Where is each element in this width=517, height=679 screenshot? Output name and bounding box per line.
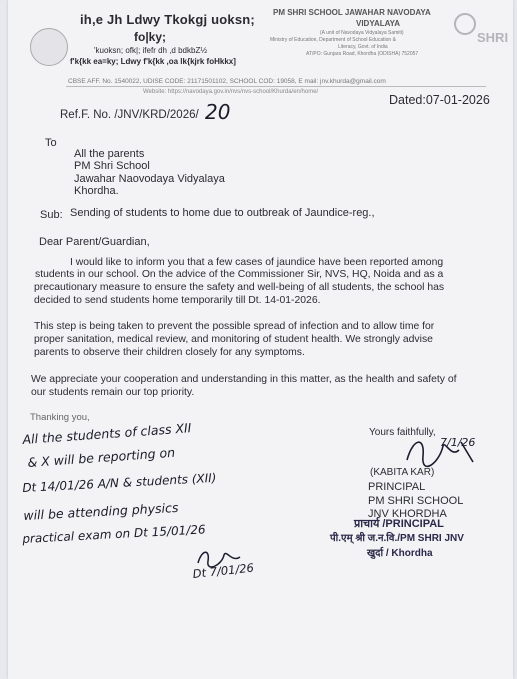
para1-line-1: I would like to inform you that a few cases of jaundice have been reported among (70, 257, 444, 268)
signature-date: 7/1/26 (440, 436, 476, 449)
thanking-you: Thanking you, (30, 412, 90, 423)
stamp-school: पी.एम् श्री ज.न.वि./PM SHRI JNV (330, 533, 464, 544)
handwritten-note-line-4: will be attending physics (23, 499, 179, 523)
to-line-2: PM Shri School (74, 160, 150, 172)
hindi-school-name: ih,e Jh Ldwy Tkokgj uoksn; (80, 12, 255, 27)
pm-shri-logo (451, 8, 509, 54)
handwritten-note-line-1: All the students of class XII (22, 420, 192, 447)
affiliation-line: CBSE AFF. No. 1540022, UDISE CODE: 21171501102, SCHOOL COD: 19058, E mail: jnv.khurda@gmail.com (68, 78, 386, 85)
para2-line-3: parents to observe their children closely for any symptoms. (34, 347, 305, 358)
english-address-line: AT/PO: Gunjara Road, Khordha (ODISHA) 752057 (306, 51, 419, 57)
stamp-principal: प्राचार्य /PRINCIPAL (354, 518, 444, 530)
handwritten-note-line-5: practical exam on Dt 15/01/26 (22, 522, 206, 546)
to-label: To (45, 137, 57, 149)
website-line: Website: https://navodaya.gov.in/nvs/nvs-school/Khurda/en/home/ (143, 89, 319, 95)
to-line-3: Jawahar Naovodaya Vidyalaya (74, 173, 225, 185)
handwritten-note-line-2: & X will be reporting on (27, 444, 176, 470)
handwritten-note-date: Dt 7/01/26 (192, 560, 255, 581)
english-vidyalaya: VIDYALAYA (356, 19, 401, 28)
para1-line-3: precautionary measure to ensure the safety and well-being of all students, the school has (34, 282, 445, 293)
para2-line-2: proper sanitation, medical review, and monitoring of student health. We strongly advise (34, 334, 433, 345)
to-line-1: All the parents (74, 148, 145, 160)
para2-line-1: This step is being taken to prevent the possible spread of infection and to allow time for (34, 321, 435, 332)
handwritten-ref-number: 20 (205, 100, 231, 124)
ref-number: Ref.F. No. /JNV/KRD/2026/ (60, 109, 199, 121)
navodaya-logo (30, 28, 68, 66)
para3-line-1: We appreciate your cooperation and understanding in this matter, as the health and safety of (31, 374, 457, 385)
para3-line-2: our students remain our top priority. (31, 387, 195, 398)
principal-title: PRINCIPAL (368, 481, 426, 493)
english-ministry-line: Ministry of Education, Department of School Education & (270, 37, 396, 43)
salutation: Dear Parent/Guardian, (39, 236, 150, 248)
logo-shri-text: SHRI (477, 30, 509, 45)
to-line-4: Khordha. (74, 185, 119, 197)
principal-name: (KABITA KAR) (370, 467, 435, 478)
english-literacy-line: Literacy, Govt. of India (338, 44, 388, 50)
stamp-place: खुर्दा / Khordha (367, 548, 433, 559)
handwritten-note-line-3: Dt 14/01/26 A/N & students (XII) (22, 470, 217, 495)
subject-label: Sub: (40, 209, 63, 221)
english-school-name: PM SHRI SCHOOL JAWAHAR NAVODAYA (273, 8, 431, 17)
principal-school: PM SHRI SCHOOL (368, 495, 464, 507)
para1-line-4: decided to send students home temporarily till Dt. 14-01-2026. (34, 295, 321, 306)
hindi-vidyalaya: fo|ky; (134, 30, 167, 44)
hindi-ministry-line: f'k{kk ea=ky; Ldwy f'k{kk ,oa lk{kjrk foHkkx] (70, 57, 236, 66)
letter-date: Dated:07-01-2026 (389, 93, 490, 107)
letter-paper (8, 0, 513, 679)
hindi-samiti-line: 'kuoksn; ofk|; ifefr dh ,d bdkbZ½ (94, 46, 207, 55)
yours-faithfully: Yours faithfully, (369, 427, 436, 438)
subject-text: Sending of students to home due to outbreak of Jaundice-reg., (70, 207, 375, 219)
english-samiti-line: (A unit of Navodaya Vidyalaya Samiti) (320, 30, 404, 36)
para1-line-2: students in our school. On the advice of the Commissioner Sir, NVS, HQ, Noida and as a (35, 269, 444, 280)
header-divider (66, 86, 486, 87)
principal-place: JNV KHORDHA (368, 508, 447, 520)
